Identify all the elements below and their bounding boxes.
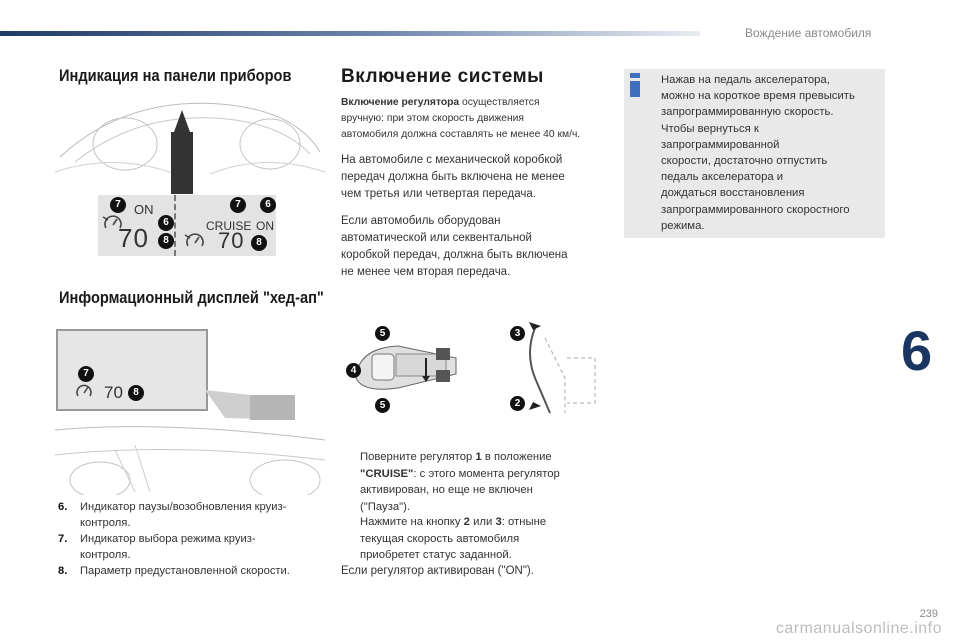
callout-7: 7 bbox=[78, 366, 94, 382]
set-speed-value-2: 70 bbox=[218, 228, 245, 253]
legend-item-7: 7. Индикатор выбора режима круиз- bbox=[58, 533, 256, 545]
legend-item-8: 8. Параметр предустановленной скорости. bbox=[58, 565, 290, 577]
callout-2: 2 bbox=[510, 396, 525, 411]
watermark: carmanualsonline.info bbox=[775, 620, 942, 637]
hud-speed-value: 70 bbox=[104, 383, 123, 402]
bullet-turn-regulator: Поверните регулятор 1 в положение "CRUISE": с этого момента регулятор активирован, но еще не включен ("Пауза"). bbox=[360, 451, 560, 513]
on-label-2: ON bbox=[256, 219, 274, 233]
dashboard-illustration bbox=[55, 92, 325, 202]
callout-4: 4 bbox=[346, 363, 361, 378]
legend-item-6-cont: контроля. bbox=[80, 517, 131, 529]
callout-5: 5 bbox=[375, 326, 390, 341]
head-up-display-illustration bbox=[55, 320, 325, 495]
chapter-title: Вождение автомобиля bbox=[745, 26, 872, 40]
page-number: 239 bbox=[919, 608, 938, 620]
callout-6: 6 bbox=[158, 215, 174, 231]
cruise-speedometer-icon bbox=[74, 380, 94, 400]
heading-system-activation: Включение системы bbox=[341, 66, 544, 87]
cruise-label: CRUISE bbox=[206, 219, 252, 233]
header-bar bbox=[0, 31, 700, 36]
cruise-speedometer-icon bbox=[184, 229, 206, 251]
manual-gearbox-paragraph: На автомобиле с механической коробкой передач должна быть включена не менее чем третья или четвертая передача. bbox=[341, 154, 565, 200]
callout-8: 8 bbox=[251, 235, 267, 251]
callout-8: 8 bbox=[128, 385, 144, 401]
set-speed-value: 70 bbox=[118, 223, 149, 253]
callout-5: 5 bbox=[375, 398, 390, 413]
callout-3: 3 bbox=[510, 326, 525, 341]
intro-paragraph: Включение регулятора осуществляется вручную: при этом скорость движения автомобиля должна составлять не менее 40 км/ч. bbox=[341, 97, 581, 140]
legend-item-6: 6. Индикатор паузы/возобновления круиз- bbox=[58, 501, 287, 513]
automatic-gearbox-paragraph: Если автомобиль оборудован автоматической или секвентальной коробкой передач, должна быть включена не менее чем вторая передача. bbox=[341, 215, 568, 278]
info-text: Нажав на педаль акселератора, можно на короткое время превысить запрограммированную скорость. Чтобы вернуться к запрограммированной скорости, достаточно отпустить педаль акселератора и дождаться восстановления запрограммированного скоростного режима. bbox=[661, 74, 855, 232]
info-icon bbox=[627, 73, 643, 97]
callout-6: 6 bbox=[260, 197, 276, 213]
on-label: ON bbox=[134, 202, 154, 217]
heading-head-up-display: Информационный дисплей "хед-ап" bbox=[59, 288, 324, 307]
callout-8: 8 bbox=[158, 233, 174, 249]
bullet-press-button: Нажмите на кнопку 2 или 3: отныне текущая скорость автомобиля приобретет статус заданной. bbox=[360, 516, 547, 561]
instrument-display-panel bbox=[98, 195, 276, 256]
final-note: Если регулятор активирован ("ON"). bbox=[341, 565, 534, 577]
callout-7: 7 bbox=[230, 197, 246, 213]
chapter-number: 6 bbox=[901, 319, 933, 382]
legend-item-7-cont: контроля. bbox=[80, 549, 131, 561]
heading-dashboard-indication: Индикация на панели приборов bbox=[59, 66, 292, 85]
panel-divider bbox=[174, 195, 179, 256]
callout-7: 7 bbox=[110, 197, 126, 213]
